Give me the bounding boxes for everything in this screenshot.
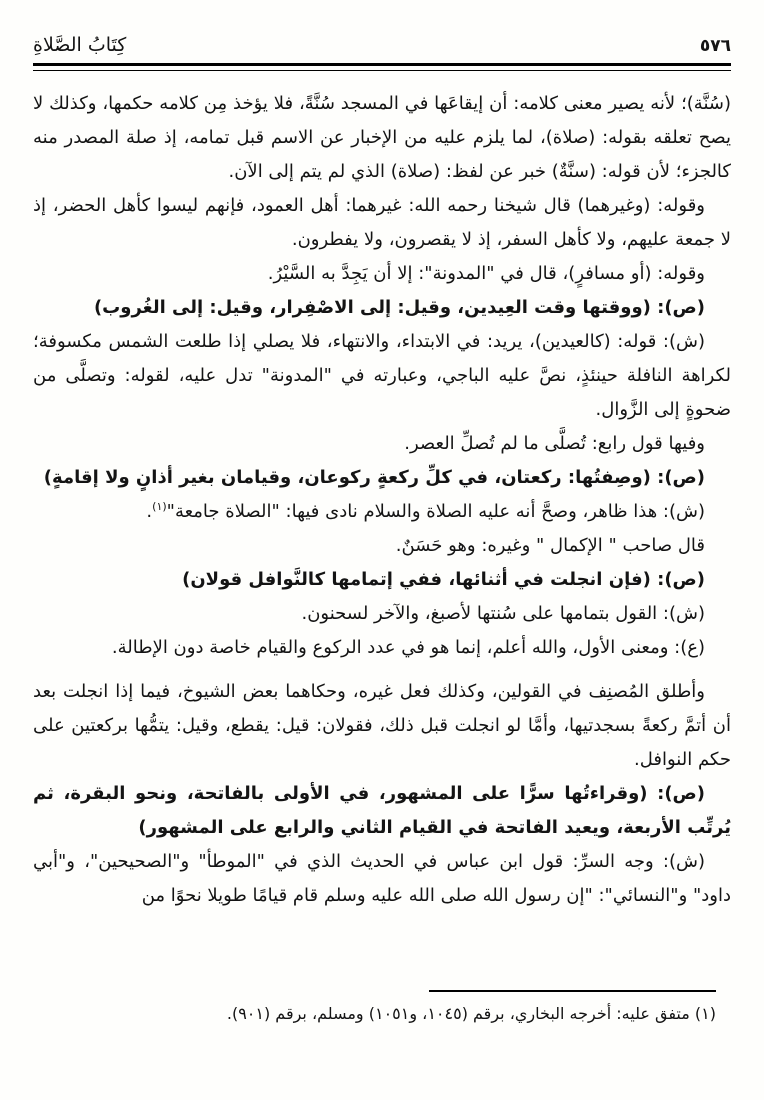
matn-paragraph-waqt: (ص): (ووقتها وقت العِيدين، وقيل: إلى الاصْفِرار، وقيل: إلى الغُروب) xyxy=(93,297,705,318)
matn-paragraph-injalat: (ص): (فإن انجلت في أثنائها، ففي إتمامها كالنَّوافل قولان) xyxy=(182,569,705,590)
header-rule-thick xyxy=(33,63,731,66)
commentary-paragraph-qawl-rabi: وفيها قول رابع: تُصلَّى ما لم تُصلِّ العصر. xyxy=(404,433,705,454)
sharh-paragraph-qawl-bitamamiha: (ش): القول بتمامها على سُنتها لأصبغ، والآخر لسحنون. xyxy=(301,603,705,624)
matn-paragraph-qiraatuha: (ص): (وقراءتُها سرًّا على المشهور، في الأولى بالفاتحة، ونحو البقرة، ثم يُرتِّب الأربعة، ويعيد الفاتحة في القيام الثاني والرابع على المشهور) xyxy=(33,783,731,838)
sharh-paragraph-wajh-alsirr: (ش): وجه السرِّ: قول ابن عباس في الحديث الذي في "الموطأ" و"الصحيحين"، و"أبي داود" و"النسائي": "إن رسول الله صلى الله عليه وسلم قام قيامًا طويلا نحوًا من xyxy=(33,851,731,906)
page-number: ٥٧٦ xyxy=(699,36,731,56)
continuation-paragraph: (سُنَّة)؛ لأنه يصير معنى كلامه: أن إيقاعَها في المسجد سُنَّةً، فلا يؤخذ مِن كلامه حكمها، وكذلك لا يصح تعلقه بقوله: (صلاة)، لما يلزم عليه من الإخبار عن الاسم قبل تمامه، إذ صلة المصدر منه كالجزء؛ لأن قوله: (سنَّةٌ) خبر عن لفظ: (صلاة) الذي لم يتم إلى الآن. xyxy=(33,93,731,182)
commentary-paragraph-atlaqa: وأطلق المُصنِف في القولين، وكذلك فعل غيره، وحكاهما بعض الشيوخ، فيما إذا انجلت بعد أن أتمَّ ركعةً بسجدتيها، وأمَّا لو انجلت قبل ذلك، فقولان: قيل: يقطع، وقيل: يتمُّها بركعتين على حكم النوافل. xyxy=(33,681,731,770)
sharh-text-after: . xyxy=(146,501,153,522)
commentary-paragraph-ayn: (ع): ومعنى الأول، والله أعلم، إنما هو في عدد الركوع والقيام خاصة دون الإطالة. xyxy=(111,637,705,658)
chapter-title: كِتَابُ الصَّلاةِ xyxy=(33,34,127,56)
sharh-text: (ش): هذا ظاهر، وصحَّ أنه عليه الصلاة والسلام نادى فيها: "الصلاة جامعة" xyxy=(166,501,705,522)
footnote: (١) متفق عليه: أخرجه البخاري، برقم (١٠٤٥، و١٠٥١) ومسلم، برقم (٩٠١). xyxy=(226,1004,716,1023)
header-rule-thin xyxy=(33,70,731,71)
footnote-separator xyxy=(429,990,716,992)
sharh-paragraph-kal-idayn: (ش): قوله: (كالعيدين)، يريد: في الابتداء، والانتهاء، فلا يصلي إذا طلعت الشمس مكسوفة؛ لكراهة النافلة حينئذٍ، نصَّ عليه الباجي، وعبارته في "المدونة" تدل عليه، لقوله: وتصلَّى من ضحوةٍ إلى الزَّوال. xyxy=(33,331,731,420)
commentary-paragraph-aw-musafir: وقوله: (أو مسافرٍ)، قال في "المدونة": إلا أن يَجِدَّ به السَّيْرُ. xyxy=(267,263,705,284)
commentary-paragraph-wa-ghayruhuma: وقوله: (وغيرهما) قال شيخنا رحمه الله: غيرهما: أهل العمود، فإنهم ليسوا كأهل الحضر، إذ لا جمعة عليهم، ولا كأهل السفر، إذ لا يقصرون، ولا يفطرون. xyxy=(33,195,731,250)
page-header xyxy=(33,26,731,56)
commentary-paragraph-ikmal: قال صاحب " الإكمال " وغيره: وهو حَسَنٌ. xyxy=(395,535,705,556)
footnote-ref-marker: (١) xyxy=(152,500,167,513)
matn-paragraph-sifatuha: (ص): (وصِفتُها: ركعتان، في كلِّ ركعةٍ ركوعان، وقيامان بغير أذانٍ ولا إقامةٍ) xyxy=(43,467,705,488)
footnote-area xyxy=(33,990,731,1027)
page-body xyxy=(33,87,731,913)
sharh-paragraph-hadha-zahir xyxy=(33,495,731,529)
